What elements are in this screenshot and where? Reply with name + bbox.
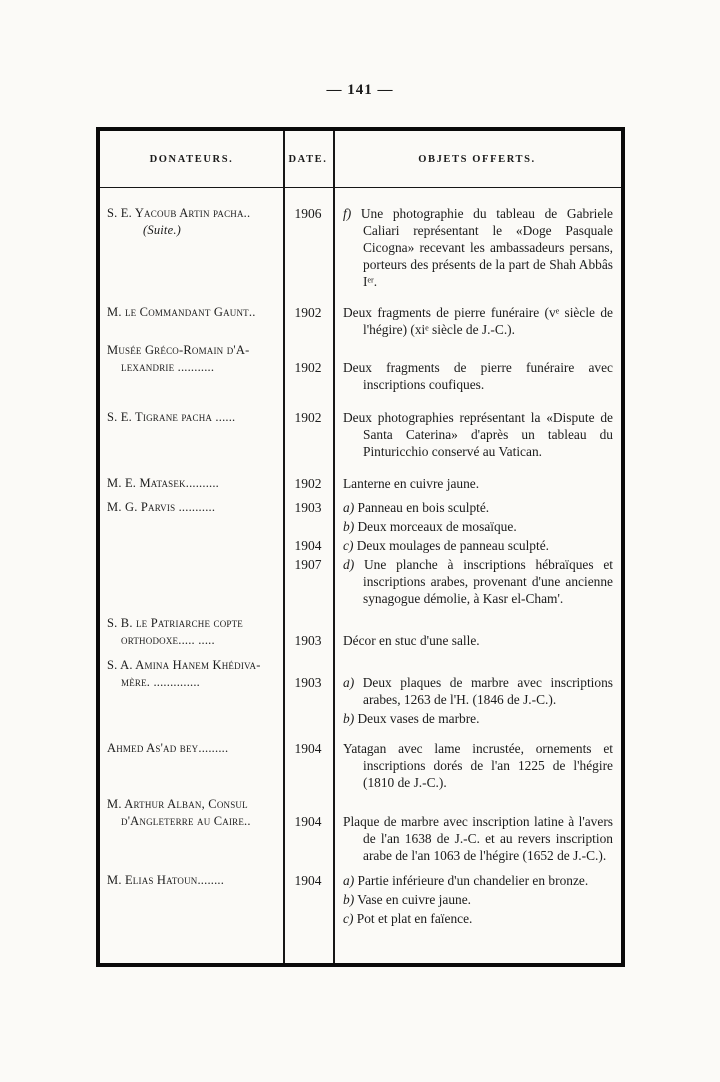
item-label: f) bbox=[343, 206, 352, 221]
entries-cell bbox=[283, 615, 621, 651]
donor-cell bbox=[100, 205, 283, 292]
donor-cell bbox=[100, 872, 283, 929]
object-item bbox=[333, 891, 621, 910]
item-label: a) bbox=[343, 873, 355, 888]
donor-name: lexandrie ........... bbox=[121, 360, 215, 374]
item-text: Deux morceaux de mosaïque. bbox=[357, 519, 517, 534]
entries-cell bbox=[283, 409, 621, 462]
item-label: a) bbox=[343, 675, 355, 690]
column-header-objets: OBJETS OFFERTS. bbox=[418, 153, 536, 165]
item-text: Deux plaques de marbre avec inscriptions arabes, 1263 de l'H. (1846 de J.-C.). bbox=[362, 675, 613, 707]
object-item bbox=[333, 556, 621, 609]
table-row bbox=[100, 409, 621, 462]
donor-cell bbox=[100, 740, 283, 793]
entries-cell bbox=[283, 657, 621, 729]
item-text: Deux photographies représentant la «Dispute de Santa Caterina» d'après un tableau du Pinturicchio conservé au Vatican. bbox=[343, 410, 613, 459]
date-value bbox=[283, 518, 333, 537]
date-value: 1902 bbox=[294, 360, 322, 375]
date-value: 1902 bbox=[294, 410, 322, 425]
item-label: b) bbox=[343, 711, 355, 726]
donor-name: M. E. Matasek.......... bbox=[107, 476, 219, 490]
object-item bbox=[333, 304, 621, 340]
object-item bbox=[333, 359, 621, 395]
item-text: Yatagan avec lame incrustée, ornements et inscriptions dorés de l'an 1225 de l'hégire (1810 de J.-C.). bbox=[343, 741, 613, 790]
column-header-date: DATE. bbox=[288, 153, 328, 165]
donor-name: Ahmed As'ad bey......... bbox=[107, 741, 229, 755]
item-label: b) bbox=[343, 892, 355, 907]
date-value: 1907 bbox=[294, 557, 322, 572]
item-text: Partie inférieure d'un chandelier en bronze. bbox=[357, 873, 589, 888]
entries-cell bbox=[283, 499, 621, 609]
item-text: Deux moulages de panneau sculpté. bbox=[356, 538, 550, 553]
entries-cell bbox=[283, 205, 621, 292]
table-row bbox=[100, 615, 621, 651]
item-label: b) bbox=[343, 519, 355, 534]
date-value: 1904 bbox=[294, 538, 322, 553]
donor-name: M. Arthur Alban, Consul bbox=[107, 797, 248, 811]
donor-cell bbox=[100, 796, 283, 866]
table-row bbox=[100, 475, 621, 494]
entries-cell bbox=[283, 740, 621, 793]
item-label: a) bbox=[343, 500, 355, 515]
table-row bbox=[100, 205, 621, 292]
donor-name: M. Elias Hatoun........ bbox=[107, 873, 225, 887]
entries-cell bbox=[283, 872, 621, 929]
date-value: 1903 bbox=[294, 500, 322, 515]
date-value bbox=[283, 891, 333, 910]
entries-cell bbox=[283, 475, 621, 494]
page-number: — 141 — bbox=[326, 82, 394, 98]
donor-name: M. le Commandant Gaunt.. bbox=[107, 305, 256, 319]
item-text: Deux vases de marbre. bbox=[357, 711, 480, 726]
column-header-donateurs: DONATEURS. bbox=[149, 153, 234, 165]
donor-name: Musée Gréco-Romain d'A- bbox=[107, 343, 250, 357]
object-item bbox=[333, 740, 621, 793]
donor-note: (Suite.) bbox=[143, 223, 182, 237]
donor-name: S. E. Yacoub Artin pacha.. bbox=[107, 206, 251, 220]
donor-name: S. B. le Patriarche copte bbox=[107, 616, 243, 630]
object-item bbox=[333, 499, 621, 518]
date-value: 1903 bbox=[294, 675, 322, 690]
date-value: 1902 bbox=[294, 476, 322, 491]
donor-name: d'Angleterre au Caire.. bbox=[121, 814, 251, 828]
entries-cell bbox=[283, 304, 621, 340]
date-value bbox=[283, 710, 333, 729]
date-value: 1904 bbox=[294, 814, 322, 829]
donor-name: S. A. Amina Hanem Khédiva- bbox=[107, 658, 261, 672]
donor-name: mère. .............. bbox=[121, 675, 201, 689]
donor-name: M. G. Parvis ........... bbox=[107, 500, 216, 514]
donor-name: orthodoxe..... ..... bbox=[121, 633, 215, 647]
item-text: Lanterne en cuivre jaune. bbox=[343, 476, 480, 491]
object-item bbox=[333, 409, 621, 462]
date-value: 1904 bbox=[294, 741, 322, 756]
object-item bbox=[333, 910, 621, 929]
date-value: 1906 bbox=[294, 206, 322, 221]
date-value: 1904 bbox=[294, 873, 322, 888]
object-item bbox=[333, 475, 621, 494]
table-row bbox=[100, 740, 621, 793]
table-row bbox=[100, 499, 621, 609]
item-text: Panneau en bois sculpté. bbox=[357, 500, 490, 515]
item-text: Décor en stuc d'une salle. bbox=[343, 633, 480, 648]
donor-cell bbox=[100, 409, 283, 462]
donor-name: S. E. Tigrane pacha ...... bbox=[107, 410, 236, 424]
item-text: Vase en cuivre jaune. bbox=[357, 892, 472, 907]
table-row bbox=[100, 657, 621, 729]
item-label: d) bbox=[343, 557, 355, 572]
object-item bbox=[333, 632, 621, 651]
item-text: Deux fragments de pierre funéraire (vᵉ siècle de l'hégire) (xiᵉ siècle de J.-C.). bbox=[343, 305, 613, 337]
table-frame bbox=[96, 127, 625, 967]
item-label: c) bbox=[343, 538, 354, 553]
date-value bbox=[283, 910, 333, 929]
item-text: Une photographie du tableau de Gabriele Caliari représentant le «Doge Pasquale Cicogna» recevant les ambassadeurs persans, porteurs des présents de la part de Shah Abbâs Iᵉʳ. bbox=[360, 206, 613, 289]
entries-cell bbox=[283, 342, 621, 395]
date-value: 1903 bbox=[294, 633, 322, 648]
date-value: 1902 bbox=[294, 305, 322, 320]
table-row bbox=[100, 304, 621, 340]
object-item bbox=[333, 537, 621, 556]
item-text: Une planche à inscriptions hébraïques et inscriptions arabes, provenant d'une ancienne synagogue démolie, à Kasr el-Cham'. bbox=[363, 557, 614, 606]
object-item bbox=[333, 872, 621, 891]
table-row bbox=[100, 872, 621, 929]
donor-cell bbox=[100, 615, 283, 651]
object-item bbox=[333, 710, 621, 729]
item-text: Plaque de marbre avec inscription latine à l'avers de l'an 1638 de J.-C. et au revers inscription arabe de l'an 1063 de l'hégire (1652 de J.-C.). bbox=[343, 814, 613, 863]
object-item bbox=[333, 674, 621, 710]
donor-cell bbox=[100, 475, 283, 494]
item-text: Pot et plat en faïence. bbox=[356, 911, 473, 926]
item-text: Deux fragments de pierre funéraire avec inscriptions coufiques. bbox=[343, 360, 613, 392]
object-item bbox=[333, 813, 621, 866]
donor-cell bbox=[100, 304, 283, 340]
object-item bbox=[333, 205, 621, 292]
entries-cell bbox=[283, 796, 621, 866]
table-body bbox=[100, 205, 621, 929]
table-row bbox=[100, 796, 621, 866]
table-header bbox=[100, 131, 621, 188]
donor-cell bbox=[100, 499, 283, 609]
object-item bbox=[333, 518, 621, 537]
donor-cell bbox=[100, 342, 283, 395]
item-label: c) bbox=[343, 911, 354, 926]
table-row bbox=[100, 342, 621, 395]
donor-cell bbox=[100, 657, 283, 729]
